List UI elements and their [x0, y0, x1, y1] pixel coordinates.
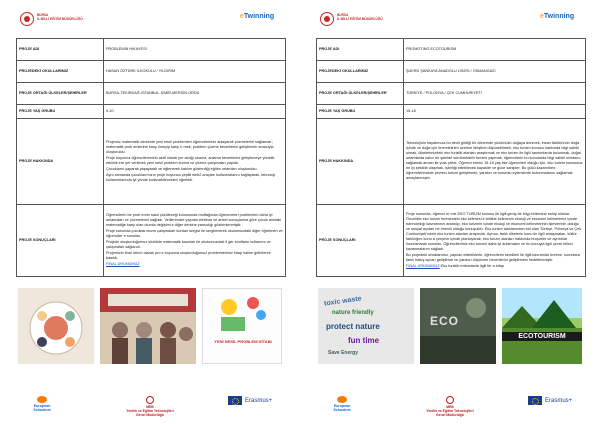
etwinning-logo: [540, 13, 574, 20]
yegitek-line: Genel Müdürlüğü: [436, 413, 464, 417]
about-paragraph: Teknolojinin hayatımıza bu denli girdiği bir dönemde yüzümüzü doğaya dönmek, insan faktörünün doğa içinde ve doğa için önemlidirleri üzerine eleştirel düşünebilmek, eko turizm konusu hakkında bilgi sahibi olmak, ülkelerimizdeki eko turistik alanları araştırmak ve eko turizm ile ilgili tanıtımlarda bulunmak, doğal ortamlarda kalıcı bir şekilde sürdürülebilir turizmi yapmak, öğrencilerin bu konularda bilgi sahibi olmasını sağlamak amacı ile yola çıktık. Öğrenci erimiz 15-18 yaş lise öğrencileri olduğu için, eko turizm konusuna en iyi şekilde ulaşmak, işbirliği edebilecek kapasite ve güce sahipler. Bu gücü kazanırken, öğrencilerimizde çevreci turizm geliştirmek, yaratıcı ve sorumlu eylemlerde bulunmalarını sağlamak amaçlanmıştır.: [406, 141, 583, 180]
table-row: [17, 105, 286, 119]
results-paragraph: Projemizin final ürünü olarak pro e boyunca oluşturduğumuz problemlerimiz kitap haline getirilerek basıldı.: [106, 251, 271, 260]
final-product-link[interactable]: FİNAL ÜRÜNÜMÜZ: [406, 263, 440, 268]
about-paragraph: Proje boyunca öğrencilerimizin aktif olarak yer aldığı okuma, anlama becerilerini geliştirmeye yönelik etkinlik ere yer verilerek yeni nesil problem kurma ve çözme çalışmaları yapıldı.: [106, 155, 275, 165]
photo-eco: [420, 288, 496, 364]
results-text: [404, 205, 586, 277]
table-row: [17, 39, 286, 61]
final-product-description: Eko turistik mekanlarla ilgili bir e-kitap: [439, 263, 504, 268]
schoolnet-bottom: Schoolnet: [333, 408, 351, 412]
results-paragraph: Proje sonunda çocuklarımızın çalışmaları kordan sergisi ile sergilenerek okulumuzdaki diğer öğretmen ve öğrenciler e sunuldu.: [106, 229, 283, 238]
ministry-city: BURSA: [37, 13, 49, 17]
row-value: ŞÜKRÜ ŞANKAYA ANADOLU LİSESİ / OSMANGAZİ: [404, 61, 586, 83]
cloud-word: toxic waste: [323, 295, 363, 308]
about-row: [317, 119, 586, 205]
table-row: [317, 105, 586, 119]
row-label: PROJE YAŞ GRUBU: [17, 105, 104, 119]
row-value: PROBLEMİN HİKAYESİ: [104, 39, 286, 61]
results-paragraph: Öğrencilerin bir prob emin nasıl çözüleceği konusunda mutfağında öğrenmeleri problemleri daha iyi anlamaları ve çözmelerini sağladı. Velilerimizle yapılan webinar ve anket sonuçlarına göre çocuk antdaki matematiğe karşı olan olumla değişimi e diğer dersine yansıdığı gözlemlenmiştir.: [106, 213, 282, 227]
ministry-title: İL MİLLİ EĞİTİM MÜDÜRLÜĞÜ: [37, 17, 83, 21]
cloud-word: fun time: [348, 336, 380, 345]
eu-flag-icon: [228, 396, 242, 405]
erasmus-logo: [528, 396, 588, 405]
results-label: PROJE SONUÇLARI: [317, 205, 404, 277]
eu-flag-icon: [528, 396, 542, 405]
table-row: [317, 39, 586, 61]
results-label: PROJE SONUÇLARI: [17, 205, 104, 277]
results-text: [104, 205, 286, 277]
erasmus-text: Erasmus+: [545, 397, 573, 404]
ministry-seal-icon: [320, 12, 334, 26]
cloud-word: Save Energy: [328, 350, 359, 356]
etwinning-prefix: e: [540, 13, 544, 20]
erasmus-logo: [228, 396, 288, 405]
row-label: PROJE ADI: [317, 39, 404, 61]
results-row: [17, 205, 286, 277]
project-table: [316, 38, 586, 277]
about-row: [17, 119, 286, 205]
book-title: YENİ NESİL PROBLEM KİTABI: [214, 339, 272, 344]
about-label: PROJE HAKKINDA: [17, 119, 104, 205]
row-value: BURSA-TEKİRDAĞ-İSTANBUL-İZMİR-MERSİN-ORDU: [104, 83, 286, 105]
about-paragraph: Aynı zamanda çocuklarımızın proje boyunca çeşitli web2 araçları kullanmalarını sağlayarak, teknoloji kullanımlarında iyi yönde kullanabilecekleri öğretildi.: [106, 172, 276, 182]
ministry-title: İL MİLLİ EĞİTİM MÜDÜRLÜĞÜ: [337, 17, 383, 21]
table-row: [17, 83, 286, 105]
photo-students: [100, 288, 196, 364]
about-paragraph: Çocukların yaparak yaşayarak ve eğlenerek katılım gösterdiği eğitim ortamları oluşturuldu.: [106, 166, 258, 171]
row-label: PROJE ADI: [17, 39, 104, 61]
row-value: HASAN ÖZTÜRK İLKOKULU / YILDIRIM: [104, 61, 286, 83]
etwinning-text: Twinning: [243, 13, 275, 20]
results-paragraph: Projede oluşturduğumuz sözlükte matematik kaunları ile okulumuzdaki il ger sınıfların kullanımı ve çalışmaları sağlandı.: [106, 240, 271, 249]
european-schoolnet-logo: [22, 396, 62, 412]
meb-emblem-icon: [146, 396, 154, 404]
schoolnet-top: European: [333, 404, 351, 408]
etwinning-text: Twinning: [543, 13, 575, 20]
results-paragraph: Bu projedeki ortaklarımız, yapılan etkinliklerle, öğrencilerin kendileri ile ilgili kavramlar üretme, sorunlara farklı bakış açıları geliştirme ve yaratıcı düşünme becerilerini geliştirmesi hedeflenmiştir.: [406, 252, 580, 262]
results-paragraph: Proje sonunda, öğrenci er mix EKO TURİZM konusu ile ilgili geniş bir bilgi birikimine sahip oldular. Öncelikle eko turizm terimindeki eko kelimesi e birlikte kelimenin ekoloji ve ekonomi kelimelerini içinde barındırdığı kavramının anlatılıp, eko turizmin içinde ekoloji ve ekonomi kelimelerinin işlevlerinin olduğu ve sosyal açıdan ne önemli olduğu konuşuldu. Eko turizm alanlarından biri olan Türkiye, Polonya ve Çek Cumhuriyeti'ndeki eko turizm alanları araştırıldı. Ayrıca, farklı ülkelerin konu ile ilgili anlaşmaları, kültür farklılığını konu a çerçeve içinde planlayarak, eko turizm alanları hakkında broşürler ve ayrıntılar hazırlanarak sunuldu. Öğrencilerimiz eko turizmi daha iyi anlamaları ve bu konuyla ilgili çevre bilinci kazanmalarını sağladı.: [406, 211, 582, 251]
final-product-link[interactable]: FİNAL ÜRÜNÜMÜZ: [106, 262, 140, 266]
photo-word-cloud: [318, 288, 414, 364]
table-row: [17, 61, 286, 83]
yegitek-logo: [125, 396, 175, 417]
about-text: [104, 119, 286, 205]
about-paragraph: Projemiz matematik dersinde yeni nesil problemleri öğrencilerimiz anlayarak çözmelerini sağlamak ; matematik prob emlerine karşı ilmeyip karşı ü mek; problem çözme becerilerini geliştirmek amacıyla oluşturuldu.: [106, 139, 274, 154]
yegitek-line: Genel Müdürlüğü: [136, 413, 164, 417]
row-label: PROJE ORTAĞI ÜLKELER/ŞEHİRLER: [317, 83, 404, 105]
schoolnet-globe-icon: [37, 396, 47, 403]
ministry-name: [337, 13, 383, 21]
row-label: PROJE YAŞ GRUBU: [317, 105, 404, 119]
photo-classroom-board: [18, 288, 94, 364]
row-label: PROJE ORTAĞI ÜLKELER/ŞEHİRLER: [17, 83, 104, 105]
project-table: [16, 38, 286, 277]
meb-emblem-icon: [446, 396, 454, 404]
schoolnet-bottom: Schoolnet: [33, 408, 51, 412]
table-row: [317, 61, 586, 83]
european-schoolnet-logo: [322, 396, 362, 412]
results-row: [317, 205, 586, 277]
yegitek-logo: [425, 396, 475, 417]
eco-label: ECO: [430, 314, 460, 328]
row-label: PROJEDEKİ OKULLARIMIZ: [317, 61, 404, 83]
ministry-seal-icon: [20, 12, 34, 26]
about-label: PROJE HAKKINDA: [317, 119, 404, 205]
photo-ecotourism: [502, 288, 582, 364]
row-value: 15-18: [404, 105, 586, 119]
etwinning-logo: [240, 13, 274, 20]
table-row: [317, 83, 586, 105]
etwinning-prefix: e: [240, 13, 244, 20]
yegitek-line: Yenilik ve Eğitim Teknolojileri: [426, 409, 474, 413]
row-value: PROMOTING ECOTOURISM: [404, 39, 586, 61]
schoolnet-globe-icon: [337, 396, 347, 403]
row-label: PROJEDEKİ OKULLARIMIZ: [17, 61, 104, 83]
yegitek-line: Yenilik ve Eğitim Teknolojileri: [126, 409, 174, 413]
yegitek-line: MEB: [446, 405, 454, 409]
row-value: 9-10: [104, 105, 286, 119]
right-page: [300, 0, 600, 424]
about-text: [404, 119, 586, 205]
ministry-name: [37, 13, 83, 21]
schoolnet-top: European: [33, 404, 51, 408]
ministry-city: BURSA: [337, 13, 349, 17]
photo-problem-book: [202, 288, 282, 364]
erasmus-text: Erasmus+: [245, 397, 273, 404]
cloud-word: nature friendly: [332, 310, 374, 316]
ecotourism-label: ECOTOURISM: [502, 332, 582, 341]
row-value: TÜRKİYE / POLONYA / ÇEK CUMHURİYETİ: [404, 83, 586, 105]
yegitek-line: MEB: [146, 405, 154, 409]
cloud-word: protect nature: [326, 322, 380, 331]
